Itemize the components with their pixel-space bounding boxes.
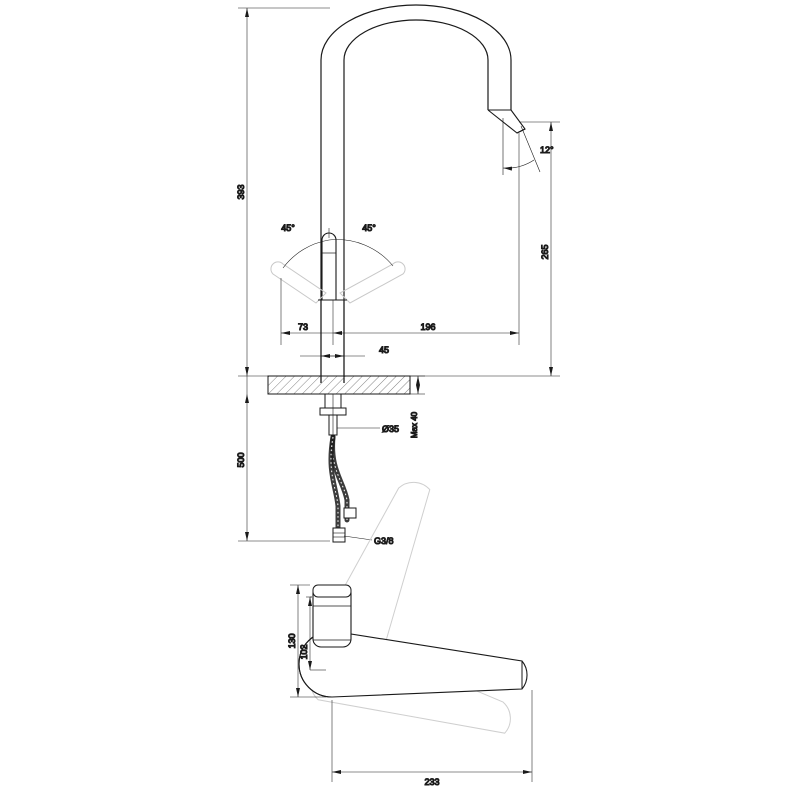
spout-ghost-positions (263, 473, 520, 800)
front-elevation-view (236, 5, 560, 546)
handle-ghost-positions (271, 262, 405, 303)
dim-max-thickness: Max 40 (410, 411, 419, 439)
dim-handle-offset: 73 (297, 322, 309, 332)
dim-handle-swing-right: 45° (362, 223, 376, 233)
dim-swivel-radius: 233 (424, 777, 440, 787)
dim-hose-length: 500 (236, 452, 246, 468)
dim-body-width: 45 (378, 345, 390, 355)
dim-supply-thread: G3/8 (374, 536, 394, 546)
dim-spout-reach: 196 (420, 322, 436, 332)
dim-handle-swing-left: 45° (281, 223, 295, 233)
dim-spout-height: 265 (540, 244, 550, 260)
dim-total-height: 393 (236, 184, 246, 200)
dim-spout-length: 130 (287, 633, 297, 649)
dim-aerator-angle: 12° (540, 145, 554, 155)
dim-mounting-hole: Ø35 (382, 424, 400, 434)
top-plan-view (263, 473, 532, 800)
dim-body-depth: 102 (299, 644, 309, 660)
